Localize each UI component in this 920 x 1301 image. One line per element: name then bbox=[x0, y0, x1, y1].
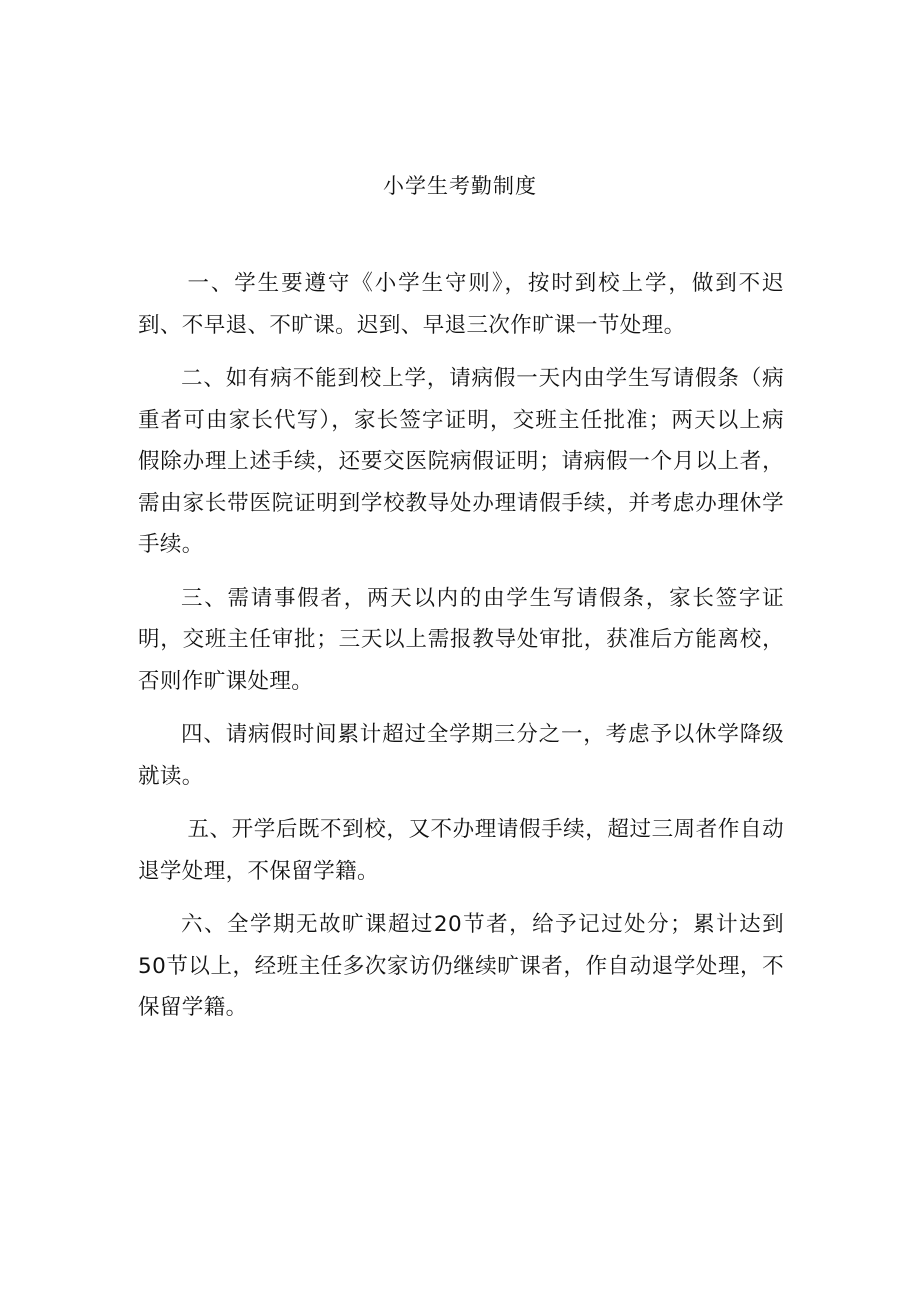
rule-paragraph-6: 六、全学期无故旷课超过20节者，给予记过处分；累计达到50节以上，经班主任多次家访仍继续旷课者，作自动退学处理，不保留学籍。 bbox=[138, 912, 784, 1020]
rule-paragraph-5: 五、开学后既不到校，又不办理请假手续，超过三周者作自动退学处理，不保留学籍。 bbox=[138, 817, 784, 884]
rule-paragraph-2: 二、如有病不能到校上学，请病假一天内由学生写请假条（病重者可由家长代写），家长签字证明，交班主任批准；两天以上病假除办理上述手续，还要交医院病假证明；请病假一个月以上者，需由家长带医院证明到学校教导处办理请假手续，并考虑办理休学手续。 bbox=[138, 366, 784, 557]
rule-paragraph-3: 三、需请事假者，两天以内的由学生写请假条，家长签字证明，交班主任审批；三天以上需报教导处审批，获准后方能离校，否则作旷课处理。 bbox=[138, 585, 784, 694]
document-body bbox=[138, 263, 784, 1029]
document-title: 小学生考勤制度 bbox=[383, 174, 537, 198]
rule-paragraph-1: 一、学生要遵守《小学生守则》，按时到校上学，做到不迟到、不早退、不旷课。迟到、早退三次作旷课一节处理。 bbox=[138, 271, 784, 338]
rule-paragraph-4: 四、请病假时间累计超过全学期三分之一，考虑予以休学降级就读。 bbox=[138, 722, 784, 789]
